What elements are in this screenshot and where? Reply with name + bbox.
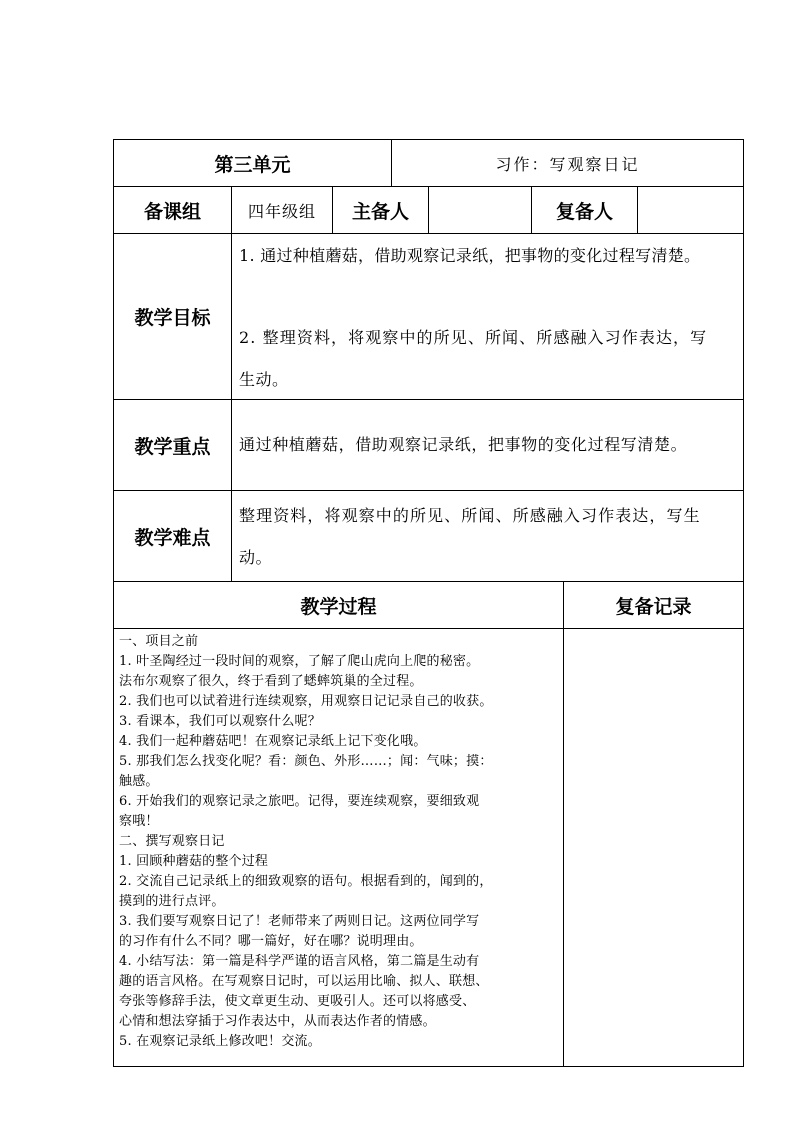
- key-points-label: 教学重点: [134, 435, 211, 458]
- process-line: 触感。: [119, 774, 159, 789]
- table-border-bottom: [113, 1066, 744, 1067]
- difficulties-label: 教学难点: [134, 526, 211, 549]
- difficulties-line-1: 整理资料，将观察中的所见、所闻、所感融入习作表达，写生: [239, 506, 701, 525]
- group-label: 备课组: [143, 200, 201, 223]
- process-line: 5. 那我们怎么找变化呢？看：颜色、外形……；闻：气味；摸：: [119, 754, 493, 769]
- difficulties-line-2: 动。: [239, 548, 273, 567]
- process-line: 5. 在观察记录纸上修改吧！交流。: [119, 1034, 321, 1049]
- process-line: 二、撰写观察日记: [119, 834, 225, 849]
- process-line: 2. 交流自己记录纸上的细致观察的语句。根据看到的，闻到的，: [119, 874, 493, 889]
- lead-preparer-label: 主备人: [351, 200, 409, 223]
- process-line: 夸张等修辞手法，使文章更生动、更吸引人。还可以将感受、: [119, 994, 476, 1009]
- objective-item-1: 1. 通过种植蘑菇，借助观察记录纸，把事物的变化过程写清楚。: [239, 246, 701, 265]
- process-line: 3. 我们要写观察日记了！老师带来了两则日记。这两位同学写: [119, 914, 480, 929]
- process-line: 心情和想法穿插于习作表达中，从而表达作者的情感。: [119, 1014, 436, 1029]
- lesson-title: 习作：写观察日记: [495, 154, 640, 174]
- group-value: 四年级组: [247, 201, 316, 221]
- process-line: 1. 回顾种蘑菇的整个过程: [119, 854, 269, 869]
- process-line: 4. 我们一起种蘑菇吧！在观察记录纸上记下变化哦。: [119, 734, 427, 749]
- key-points-text: 通过种植蘑菇，借助观察记录纸，把事物的变化过程写清楚。: [239, 435, 688, 454]
- teaching-process-content: [119, 632, 561, 1052]
- process-header: 教学过程: [300, 595, 377, 618]
- objective-item-2-line-2: 生动。: [239, 370, 289, 389]
- process-line: 6. 开始我们的观察记录之旅吧。记得，要连续观察，要细致观: [119, 794, 480, 809]
- reviewer-label: 复备人: [555, 200, 613, 223]
- table-border-right: [743, 139, 744, 1067]
- process-line: 一、项目之前: [119, 634, 199, 649]
- unit-title: 第三单元: [214, 153, 291, 176]
- review-record-content: [564, 629, 743, 1066]
- objective-item-2-line-1: 2. 整理资料，将观察中的所见、所闻、所感融入习作表达，写: [239, 328, 708, 347]
- lead-preparer-value: [429, 187, 531, 233]
- process-line: 3. 看课本，我们可以观察什么呢？: [119, 714, 321, 729]
- review-record-header: 复备记录: [615, 595, 692, 618]
- process-line: 的习作有什么不同？哪一篇好，好在哪？说明理由。: [119, 934, 423, 949]
- reviewer-value: [638, 187, 743, 233]
- process-line: 1. 叶圣陶经过一段时间的观察，了解了爬山虎向上爬的秘密。: [119, 654, 480, 669]
- col-divider: [231, 233, 232, 581]
- process-line: 4. 小结写法：第一篇是科学严谨的语言风格，第二篇是生动有: [119, 954, 480, 969]
- objectives-label: 教学目标: [134, 307, 211, 329]
- process-line: 趣的语言风格。在写观察日记时，可以运用比喻、拟人、联想、: [119, 974, 489, 989]
- process-line: 法布尔观察了很久，终于看到了蟋蟀筑巢的全过程。: [119, 674, 423, 689]
- process-line: 察哦！: [119, 814, 159, 829]
- process-line: 2. 我们也可以试着进行连续观察，用观察日记记录自己的收获。: [119, 694, 493, 709]
- process-line: 摸到的进行点评。: [119, 894, 225, 909]
